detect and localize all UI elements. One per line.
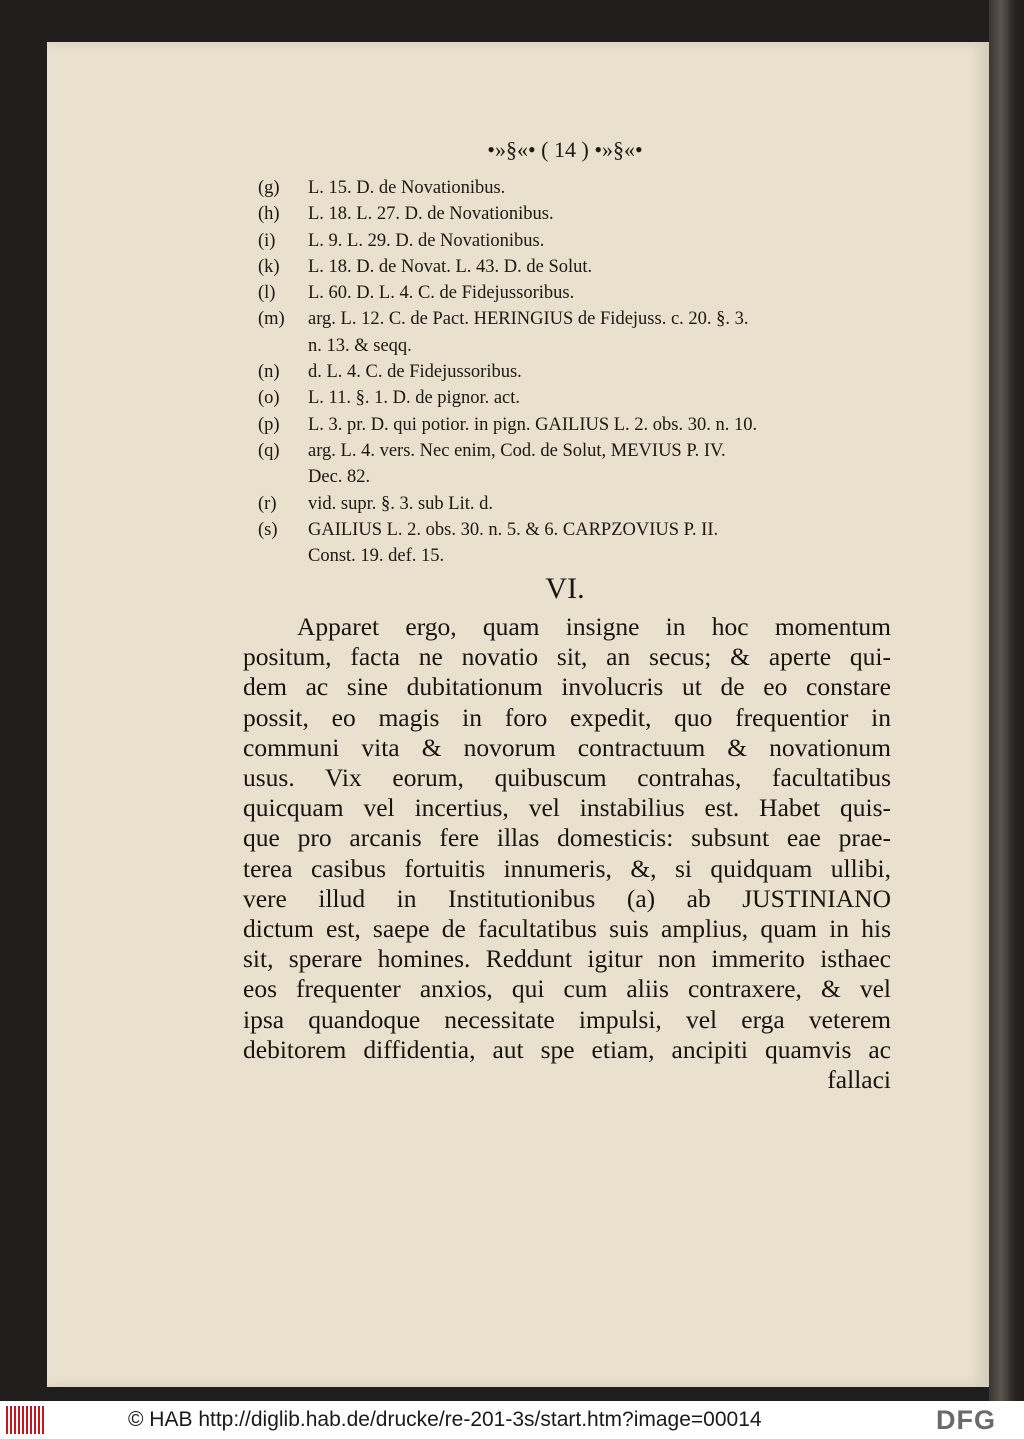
copyright-url[interactable]: © HAB http://diglib.hab.de/drucke/re-201-3s/start.htm?image=00014 (128, 1408, 762, 1431)
body-line: sit, sperare homines. Reddunt igitur non immerito isthaec (243, 944, 891, 974)
dfg-logo: DFG (936, 1405, 996, 1435)
footnote-mark: (h) (258, 204, 280, 225)
book-spine (989, 0, 1024, 1401)
body-line: quicquam vel incertius, vel instabilius est. Habet quis- (243, 793, 891, 823)
footnote-mark: (r) (258, 493, 277, 514)
footnote-mark: (n) (258, 362, 280, 383)
body-line: que pro arcanis fere illas domesticis: subsunt eae prae- (243, 823, 891, 853)
footnote-line (258, 412, 908, 438)
footnote-mark: (m) (258, 309, 285, 330)
footnote-mark: (k) (258, 256, 280, 277)
body-line: vere illud in Institutionibus (a) ab JUSTINIANO (243, 883, 891, 913)
footnote-text: d. L. 4. C. de Fidejussoribus. (308, 362, 522, 383)
footnote-line (258, 385, 908, 411)
footnote-text: L. 60. D. L. 4. C. de Fidejussoribus. (308, 283, 575, 304)
footnote-line (258, 517, 908, 543)
footnote-line (258, 333, 908, 359)
footnote-mark: (s) (258, 519, 278, 540)
catchword: fallaci (827, 1065, 891, 1095)
footnote-mark: (p) (258, 414, 280, 435)
footnote-text: vid. supr. §. 3. sub Lit. d. (308, 493, 494, 514)
footnote-line (258, 254, 908, 280)
page-header: •»§«• ( 14 ) •»§«• (487, 137, 643, 162)
footnote-line (258, 438, 908, 464)
footnote-text: arg. L. 12. C. de Pact. HERINGIUS de Fidejuss. c. 20. §. 3. (308, 309, 749, 330)
footnote-text: L. 3. pr. D. qui potior. in pign. GAILIUS L. 2. obs. 30. n. 10. (308, 414, 758, 435)
barcode-icon (6, 1406, 46, 1434)
body-line: positum, facta ne novatio sit, an secus; & aperte qui- (243, 642, 891, 672)
body-line: debitorem diffidentia, aut spe etiam, ancipiti quamvis ac (243, 1034, 891, 1064)
body-line: terea casibus fortuitis innumeris, &, si quidquam ullibi, (243, 853, 891, 883)
footnote-line (258, 464, 908, 490)
footnote-line (258, 543, 908, 569)
footnote-line (258, 306, 908, 332)
footnote-line (258, 280, 908, 306)
footnote-text: L. 18. L. 27. D. de Novationibus. (308, 204, 554, 225)
footnote-text: L. 11. §. 1. D. de pignor. act. (308, 388, 521, 409)
footnote-mark: (q) (258, 440, 280, 461)
body-line: dictum est, saepe de facultatibus suis amplius, quam in his (243, 914, 891, 944)
body-text (243, 612, 891, 1095)
body-line: usus. Vix eorum, quibuscum contrahas, facultatibus (243, 763, 891, 793)
footnote-line (258, 201, 908, 227)
footnote-text: Dec. 82. (308, 467, 371, 488)
body-line: possit, eo magis in foro expedit, quo frequentior in (243, 702, 891, 732)
section-number: VI. (545, 572, 585, 605)
footnote-text: L. 18. D. de Novat. L. 43. D. de Solut. (308, 256, 593, 277)
footnote-mark: (o) (258, 388, 280, 409)
body-line: dem ac sine dubitationum involucris ut de eo constare (243, 672, 891, 702)
footnote-line (258, 491, 908, 517)
footnote-mark: (i) (258, 230, 276, 251)
body-line: eos frequenter anxios, qui cum aliis contraxere, & vel (243, 974, 891, 1004)
footnote-mark: (g) (258, 178, 280, 198)
footnote-mark: (l) (258, 283, 276, 304)
footnote-text: L. 15. D. de Novationibus. (308, 178, 506, 198)
footnote-text: GAILIUS L. 2. obs. 30. n. 5. & 6. CARPZOVIUS P. II. (308, 519, 719, 540)
footnote-line (258, 228, 908, 254)
viewer-footer (0, 1401, 1024, 1439)
body-line: communi vita & novorum contractuum & novationum (243, 732, 891, 762)
footnote-text: L. 9. L. 29. D. de Novationibus. (308, 230, 545, 251)
footnote-text: Const. 19. def. 15. (308, 546, 445, 567)
body-line: Apparet ergo, quam insigne in hoc momentum (297, 612, 891, 641)
body-line: ipsa quandoque necessitate impulsi, vel erga veterem (243, 1004, 891, 1034)
footnote-line (258, 359, 908, 385)
footnote-text: n. 13. & seqq. (308, 335, 412, 356)
footnote-block (258, 175, 908, 569)
footnote-text: arg. L. 4. vers. Nec enim, Cod. de Solut, MEVIUS P. IV. (308, 440, 726, 461)
footnote-line (258, 175, 908, 201)
